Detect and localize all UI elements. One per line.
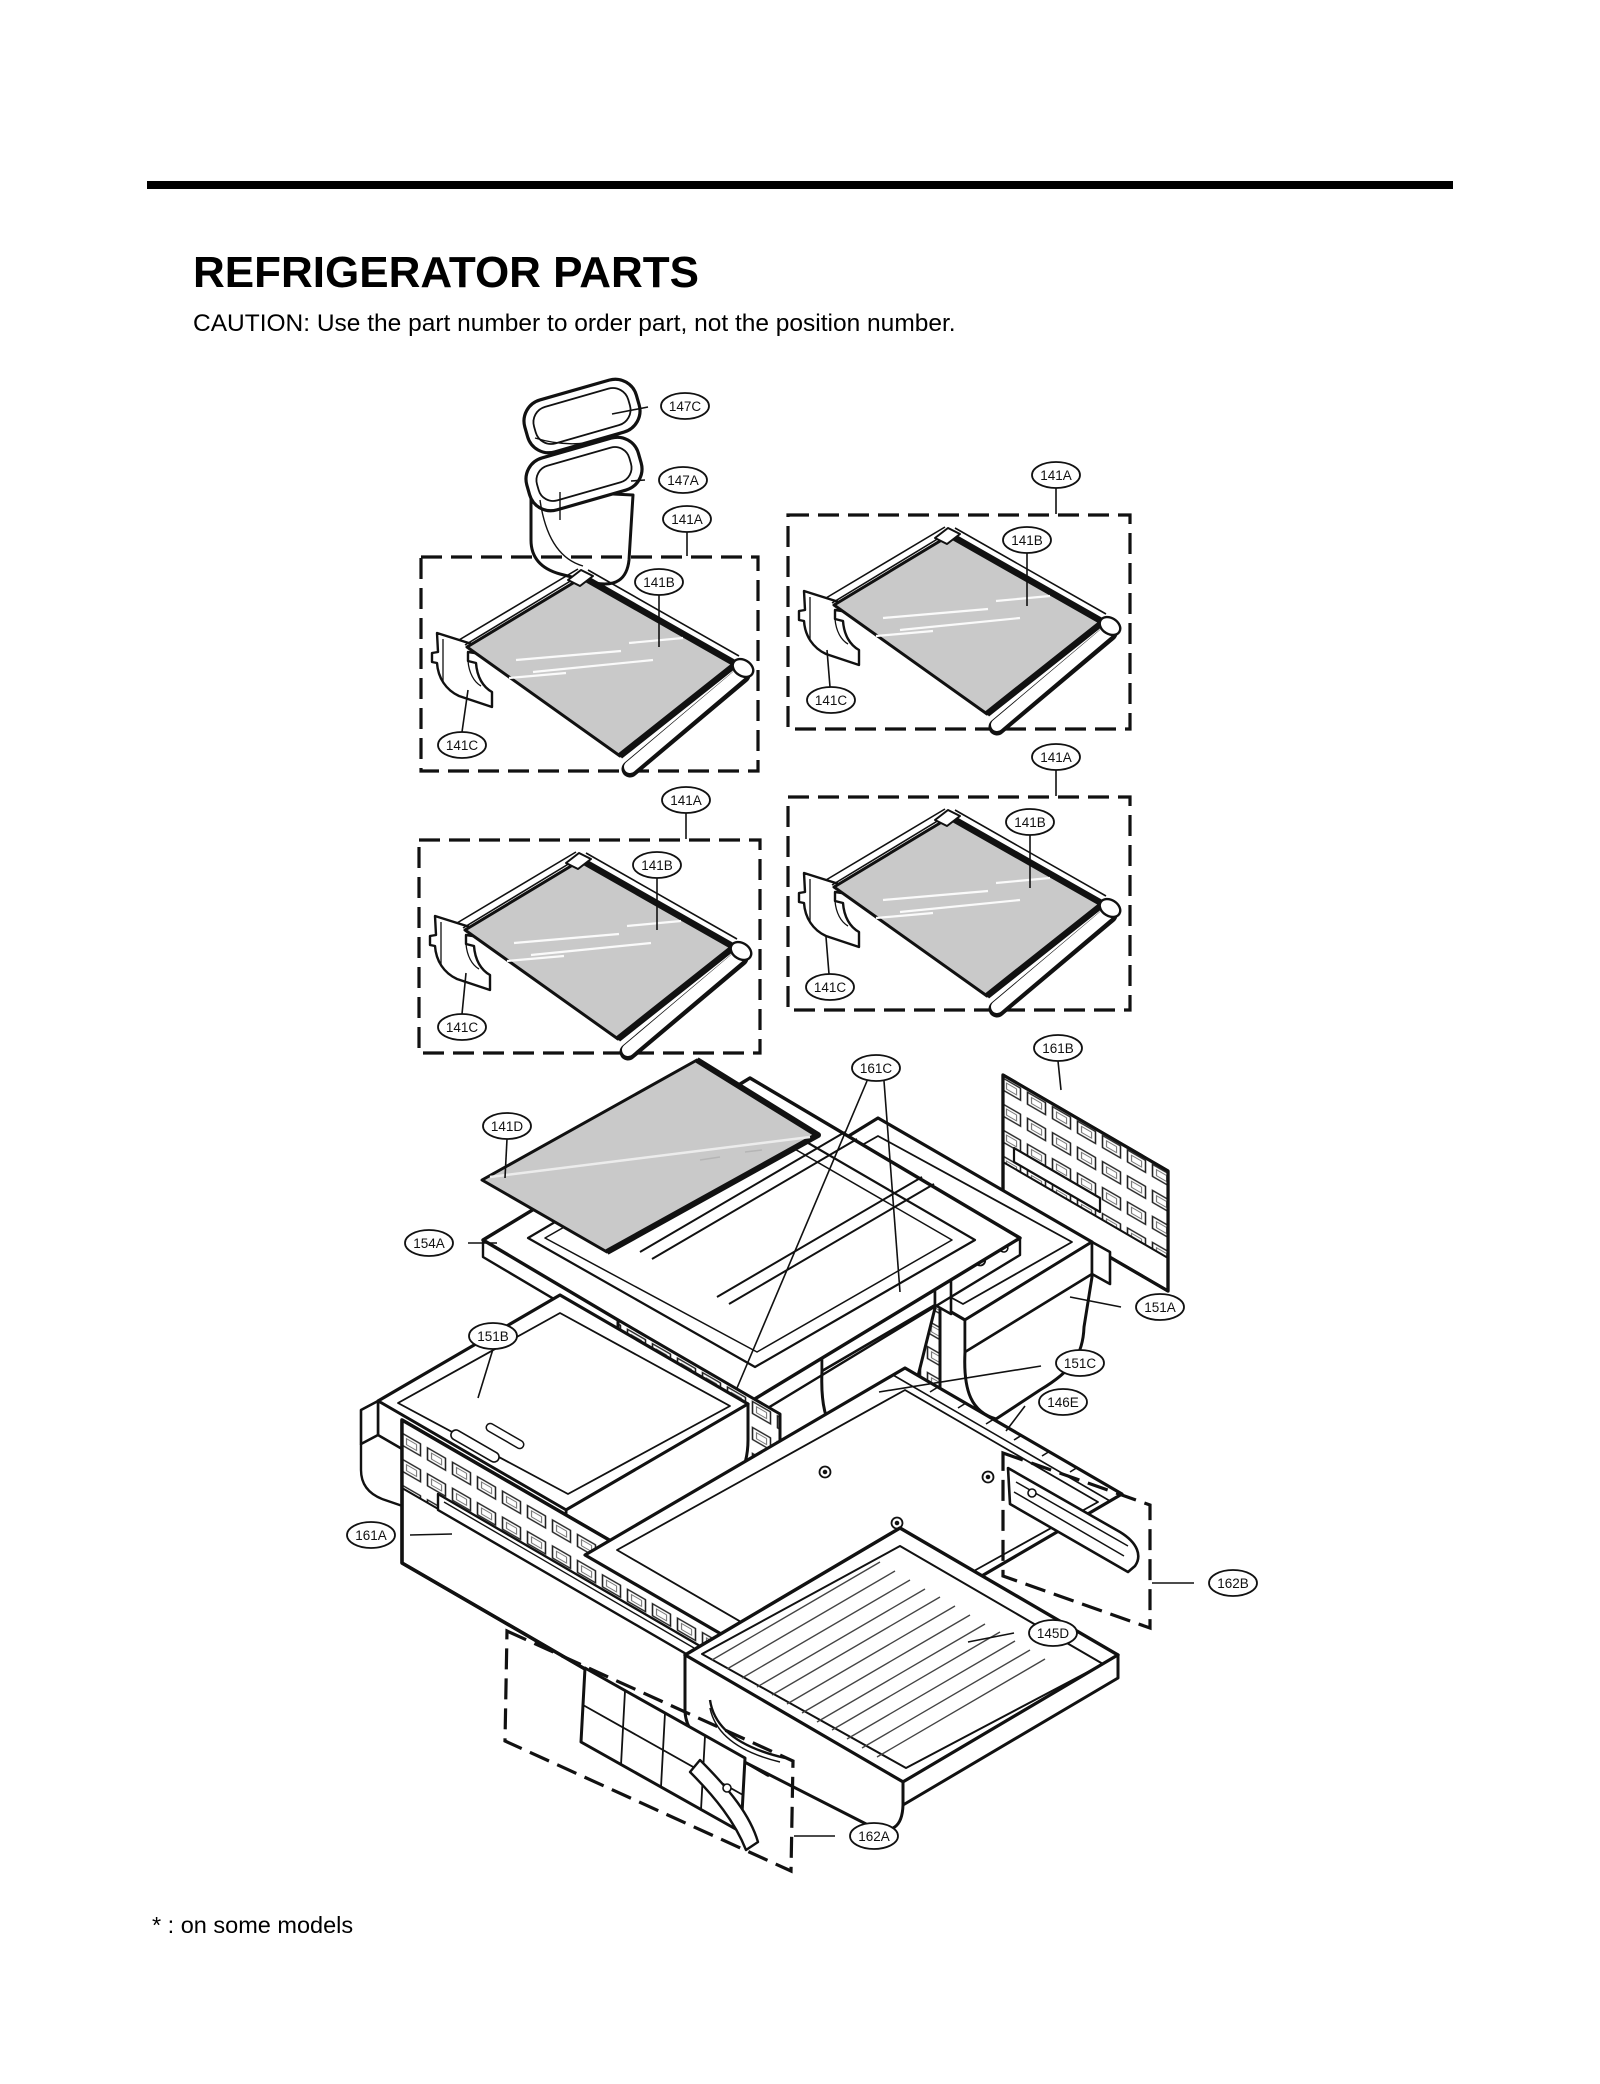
callout-141B-3 xyxy=(633,852,681,878)
svg-text:161C: 161C xyxy=(859,1061,893,1076)
svg-text:151B: 151B xyxy=(477,1329,509,1344)
callout-141B-4 xyxy=(1006,809,1054,835)
svg-text:141A: 141A xyxy=(1040,468,1072,483)
callout-141C-1 xyxy=(438,732,486,758)
callout-161A xyxy=(347,1522,395,1548)
callout-141C-4 xyxy=(806,974,854,1000)
svg-text:141C: 141C xyxy=(813,980,847,995)
svg-text:147A: 147A xyxy=(667,473,699,488)
page-title: REFRIGERATOR PARTS xyxy=(193,248,700,297)
svg-text:141B: 141B xyxy=(641,858,673,873)
svg-text:162A: 162A xyxy=(858,1829,890,1844)
callout-147A xyxy=(659,467,707,493)
svg-text:146E: 146E xyxy=(1047,1395,1079,1410)
leader-161B xyxy=(1058,1061,1061,1090)
svg-text:141A: 141A xyxy=(670,793,702,808)
svg-text:161B: 161B xyxy=(1042,1041,1074,1056)
callout-151C xyxy=(1056,1350,1104,1376)
svg-text:147C: 147C xyxy=(668,399,702,414)
callout-147C xyxy=(661,393,709,419)
callout-141C-3 xyxy=(438,1014,486,1040)
callout-141B-1 xyxy=(635,569,683,595)
svg-text:141B: 141B xyxy=(1014,815,1046,830)
callout-141B-2 xyxy=(1003,527,1051,553)
caution-text: CAUTION: Use the part number to order part, not the position number. xyxy=(193,310,956,337)
callout-154A xyxy=(405,1230,453,1256)
svg-text:151C: 151C xyxy=(1063,1356,1097,1371)
svg-text:141C: 141C xyxy=(814,693,848,708)
svg-text:141C: 141C xyxy=(445,1020,479,1035)
svg-text:141D: 141D xyxy=(490,1119,524,1134)
part-147A-bin xyxy=(521,432,647,584)
svg-text:141A: 141A xyxy=(671,512,703,527)
svg-text:141B: 141B xyxy=(643,575,675,590)
svg-text:141B: 141B xyxy=(1011,533,1043,548)
svg-text:141A: 141A xyxy=(1040,750,1072,765)
callout-151A xyxy=(1136,1294,1184,1320)
footnote: * : on some models xyxy=(152,1912,354,1938)
leader-141C-4 xyxy=(826,937,829,974)
svg-text:162B: 162B xyxy=(1217,1576,1249,1591)
callout-141A-1 xyxy=(663,506,711,532)
callout-162B xyxy=(1209,1570,1257,1596)
callout-145D xyxy=(1029,1620,1077,1646)
svg-text:161A: 161A xyxy=(355,1528,387,1543)
callout-141A-4 xyxy=(1032,744,1080,770)
svg-text:141C: 141C xyxy=(445,738,479,753)
svg-text:154A: 154A xyxy=(413,1236,445,1251)
callout-141A-2 xyxy=(1032,462,1080,488)
leader-147A xyxy=(631,480,645,481)
callout-141D xyxy=(483,1113,531,1139)
callout-146E xyxy=(1039,1389,1087,1415)
callout-151B xyxy=(469,1323,517,1349)
svg-text:151A: 151A xyxy=(1144,1300,1176,1315)
svg-text:145D: 145D xyxy=(1036,1626,1070,1641)
callout-162A xyxy=(850,1823,898,1849)
callout-141A-3 xyxy=(662,787,710,813)
callout-161B xyxy=(1034,1035,1082,1061)
leader-161A xyxy=(410,1534,452,1535)
top-rule xyxy=(147,181,1453,189)
callout-161C xyxy=(852,1055,900,1081)
callout-141C-2 xyxy=(807,687,855,713)
